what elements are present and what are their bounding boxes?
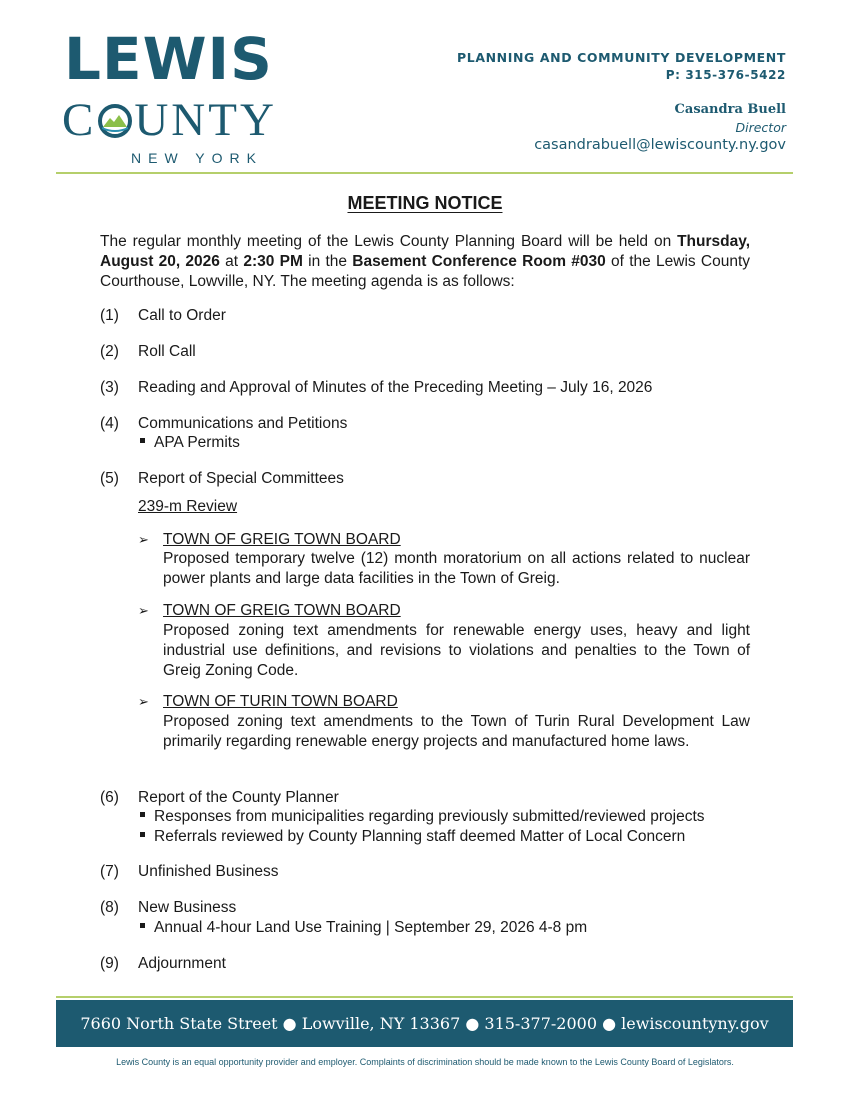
agenda-6-bullet-1: Responses from municipalities regarding previously submitted/reviewed projects (140, 807, 705, 827)
review-1-title: ➢ TOWN OF GREIG TOWN BOARD (138, 530, 401, 551)
footer-address-bar: 7660 North State Street ● Lowville, NY 13367 ● 315-377-2000 ● lewiscountyny.gov (56, 1000, 793, 1047)
review-2-text: Proposed zoning text amendments for renewable energy uses, heavy and light industrial use definitions, and revisions to violations and penalties to the Town of Greig Zoning Code. (163, 622, 750, 679)
page-title: MEETING NOTICE (347, 193, 503, 213)
logo-county-c: C (62, 94, 97, 146)
agenda-item-4: (4) Communications and Petitions (100, 415, 348, 432)
bullet-square-icon (140, 923, 145, 928)
meeting-room: Basement Conference Room #030 (352, 253, 606, 270)
logo-mountain-icon (97, 103, 133, 139)
review-1-text: Proposed temporary twelve (12) month moratorium on all actions related to nuclear power plants and large data facilities in the Town of Greig. (163, 550, 750, 587)
agenda-item-6: (6) Report of the County Planner (100, 789, 339, 806)
logo-new-york-text: NEW YORK (131, 150, 263, 166)
logo-lewis-text: LEWIS (64, 25, 273, 93)
department-phone: P: 315-376-5422 (665, 68, 786, 82)
agenda-item-1: (1) Call to Order (100, 307, 226, 324)
header-divider (56, 172, 793, 174)
review-subheading: 239-m Review (138, 498, 238, 515)
department-name: PLANNING AND COMMUNITY DEVELOPMENT (457, 50, 786, 65)
footer-disclaimer: Lewis County is an equal opportunity provider and employer. Complaints of discrimination should be made known to the Lewis County Board of Legislators. (116, 1057, 734, 1067)
agenda-4-bullet: APA Permits (140, 433, 240, 453)
logo-county-text (62, 94, 277, 146)
bullet-square-icon (140, 832, 145, 837)
meeting-date: Thursday, August 20, 2026 (100, 233, 750, 270)
arrow-bullet-icon: ➢ (138, 604, 149, 619)
agenda-item-5: (5) Report of Special Committees (100, 470, 344, 487)
bullet-square-icon (140, 812, 145, 817)
agenda-item-9: (9) Adjournment (100, 955, 226, 972)
agenda-item-8: (8) New Business (100, 899, 237, 916)
footer-divider (56, 996, 793, 998)
agenda-item-7: (7) Unfinished Business (100, 863, 279, 880)
director-email-link[interactable]: casandrabuell@lewiscounty.ny.gov (534, 137, 786, 153)
meeting-time: 2:30 PM (243, 253, 303, 270)
review-2-title: ➢ TOWN OF GREIG TOWN BOARD (138, 601, 401, 622)
agenda-item-2: (2) Roll Call (100, 343, 196, 360)
arrow-bullet-icon: ➢ (138, 533, 149, 548)
agenda-item-3: (3) Reading and Approval of Minutes of the Preceding Meeting – July 16, 2026 (100, 379, 653, 396)
arrow-bullet-icon: ➢ (138, 695, 149, 710)
logo-county-rest: UNTY (134, 94, 277, 146)
bullet-square-icon (140, 438, 145, 443)
agenda-8-bullet: Annual 4-hour Land Use Training | September 29, 2026 4-8 pm (140, 918, 587, 938)
director-title: Director (735, 120, 786, 135)
director-name: Casandra Buell (674, 102, 786, 117)
intro-paragraph: The regular monthly meeting of the Lewis County Planning Board will be held on Thursday, August 20, 2026 at 2:30 PM in the Basement Conference Room #030 of the Lewis County Courthouse, Lowville, NY. The meeting agenda is as follows: (100, 233, 750, 290)
agenda-6-bullet-2: Referrals reviewed by County Planning staff deemed Matter of Local Concern (140, 827, 685, 847)
review-3-text: Proposed zoning text amendments to the Town of Turin Rural Development Law primarily regarding renewable energy projects and manufactured home laws. (163, 713, 750, 750)
review-3-title: ➢ TOWN OF TURIN TOWN BOARD (138, 692, 398, 713)
